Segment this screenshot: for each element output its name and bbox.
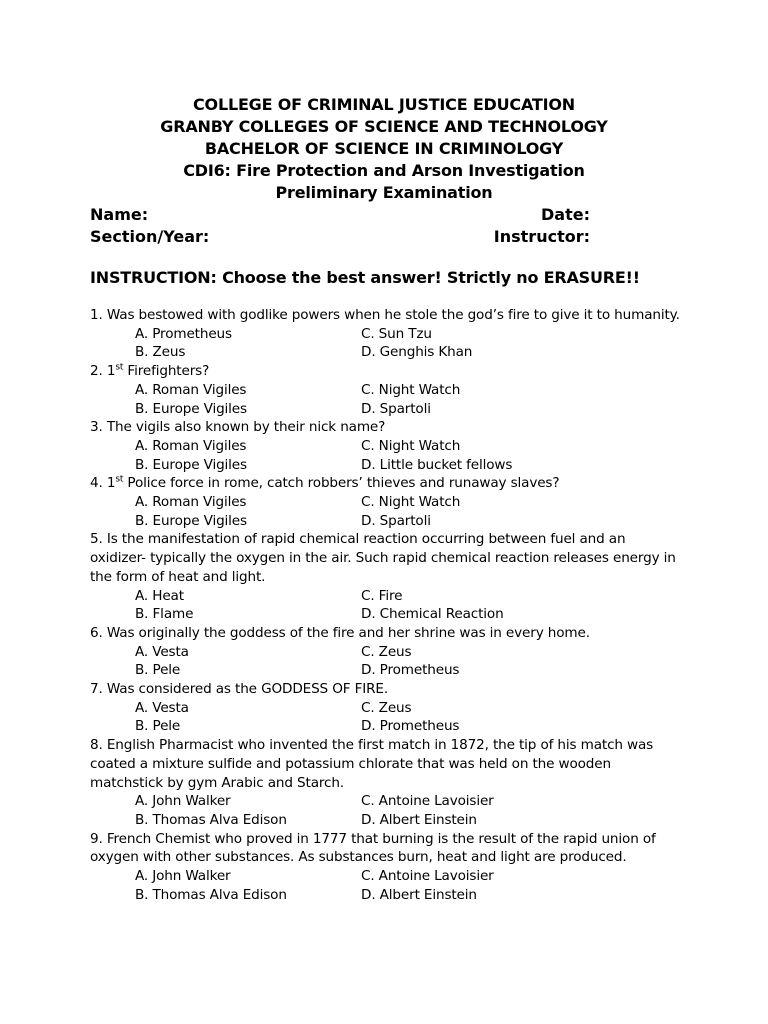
choice-d: D. Spartoli (361, 400, 431, 417)
choice-b: B. Pele (135, 662, 181, 679)
choice-a: A. Heat (135, 587, 184, 604)
choice-a: A. Roman Vigiles (135, 494, 247, 511)
choice-grid (90, 643, 680, 680)
question-item (90, 624, 680, 680)
question-text: 7. Was considered as the GODDESS OF FIRE. (90, 681, 389, 698)
name-label: Name: (90, 205, 149, 224)
exam-title: Preliminary Examination (275, 183, 493, 202)
choice-b: B. Europe Vigiles (135, 400, 247, 417)
instructor-label: Instructor: (493, 227, 590, 246)
choice-grid (90, 437, 680, 474)
question-item (90, 530, 680, 624)
choice-d: D. Albert Einstein (361, 811, 477, 828)
question-text: 9. French Chemist who proved in 1777 that burning is the result of the rapid union of oxygen with other substances. As substances burn, heat and light are produced. (90, 830, 656, 866)
question-rest: Firefighters? (123, 363, 210, 380)
choice-b: B. Zeus (135, 344, 186, 361)
choice-a: A. Prometheus (135, 325, 232, 342)
instruction-text: INSTRUCTION: Choose the best answer! Strictly no ERASURE!! (90, 268, 640, 287)
choice-c: C. Zeus (361, 643, 412, 660)
question-item (90, 680, 680, 736)
question-text: 3. The vigils also known by their nick name? (90, 419, 386, 436)
question-item (90, 474, 680, 530)
question-text: 1. Was bestowed with godlike powers when he stole the god’s fire to give it to humanity. (90, 307, 680, 323)
choice-a: A. Vesta (135, 699, 189, 716)
question-text: 5. Is the manifestation of rapid chemical reaction occurring between fuel and an oxidizer- typically the oxygen in the air. Such rapid chemical reaction releases energy in the form of heat and light. (90, 531, 676, 585)
choice-d: D. Prometheus (361, 718, 460, 735)
school-name: GRANBY COLLEGES OF SCIENCE AND TECHNOLOGY (160, 117, 608, 136)
question-text (90, 362, 680, 381)
choice-c: C. Night Watch (361, 494, 461, 511)
question-item (90, 830, 680, 905)
choice-d: D. Genghis Khan (361, 344, 473, 361)
choice-d: D. Spartoli (361, 512, 431, 529)
choice-grid (90, 381, 680, 418)
choice-b: B. Thomas Alva Edison (135, 811, 287, 828)
choice-grid (90, 325, 680, 362)
choice-b: B. Pele (135, 718, 181, 735)
choice-a: A. John Walker (135, 793, 231, 810)
question-text: 8. English Pharmacist who invented the first match in 1872, the tip of his match was coated a mixture sulfide and potassium chlorate that was held on the wooden matchstick by gym Arabic and Starch. (90, 737, 654, 791)
choice-a: A. Roman Vigiles (135, 437, 247, 454)
choice-c: C. Zeus (361, 699, 412, 716)
choice-b: B. Thomas Alva Edison (135, 886, 287, 903)
ordinal-suffix: st (115, 474, 124, 485)
choice-grid (90, 493, 680, 530)
fields-row-1 (90, 204, 590, 226)
program-name: BACHELOR OF SCIENCE IN CRIMINOLOGY (204, 139, 564, 158)
choice-b: B. Europe Vigiles (135, 456, 247, 473)
choice-d: D. Albert Einstein (361, 886, 477, 903)
choice-b: B. Flame (135, 606, 194, 623)
ordinal-suffix: st (115, 362, 124, 373)
choice-d: D. Chemical Reaction (361, 606, 504, 623)
question-number: 4. 1 (90, 475, 116, 492)
choice-c: C. Antoine Lavoisier (361, 793, 494, 810)
choice-grid (90, 792, 680, 829)
question-item (90, 418, 680, 474)
choice-c: C. Night Watch (361, 381, 461, 398)
choice-c: C. Sun Tzu (361, 325, 432, 342)
question-text: 6. Was originally the goddess of the fire and her shrine was in every home. (90, 624, 590, 641)
choice-grid (90, 867, 680, 904)
question-text (90, 474, 680, 493)
choice-d: D. Prometheus (361, 662, 460, 679)
date-label: Date: (541, 205, 590, 224)
exam-header (0, 94, 768, 204)
section-year-label: Section/Year: (90, 227, 210, 246)
course-title: CDI6: Fire Protection and Arson Investigation (183, 161, 585, 180)
question-item (90, 362, 680, 418)
choice-b: B. Europe Vigiles (135, 512, 247, 529)
fields-row-2 (90, 226, 590, 248)
choice-grid (90, 587, 680, 624)
student-fields (90, 204, 590, 248)
choice-c: C. Antoine Lavoisier (361, 868, 494, 885)
choice-a: A. Vesta (135, 643, 189, 660)
question-list (90, 306, 680, 905)
choice-grid (90, 699, 680, 736)
question-rest: Police force in rome, catch robbers’ thieves and runaway slaves? (123, 475, 560, 492)
choice-d: D. Little bucket fellows (361, 456, 513, 473)
choice-a: A. Roman Vigiles (135, 381, 247, 398)
choice-c: C. Fire (361, 587, 403, 604)
choice-c: C. Night Watch (361, 437, 461, 454)
choice-a: A. John Walker (135, 868, 231, 885)
college-title: COLLEGE OF CRIMINAL JUSTICE EDUCATION (193, 95, 575, 114)
question-item (90, 736, 680, 830)
question-item (90, 306, 680, 362)
question-number: 2. 1 (90, 363, 116, 380)
